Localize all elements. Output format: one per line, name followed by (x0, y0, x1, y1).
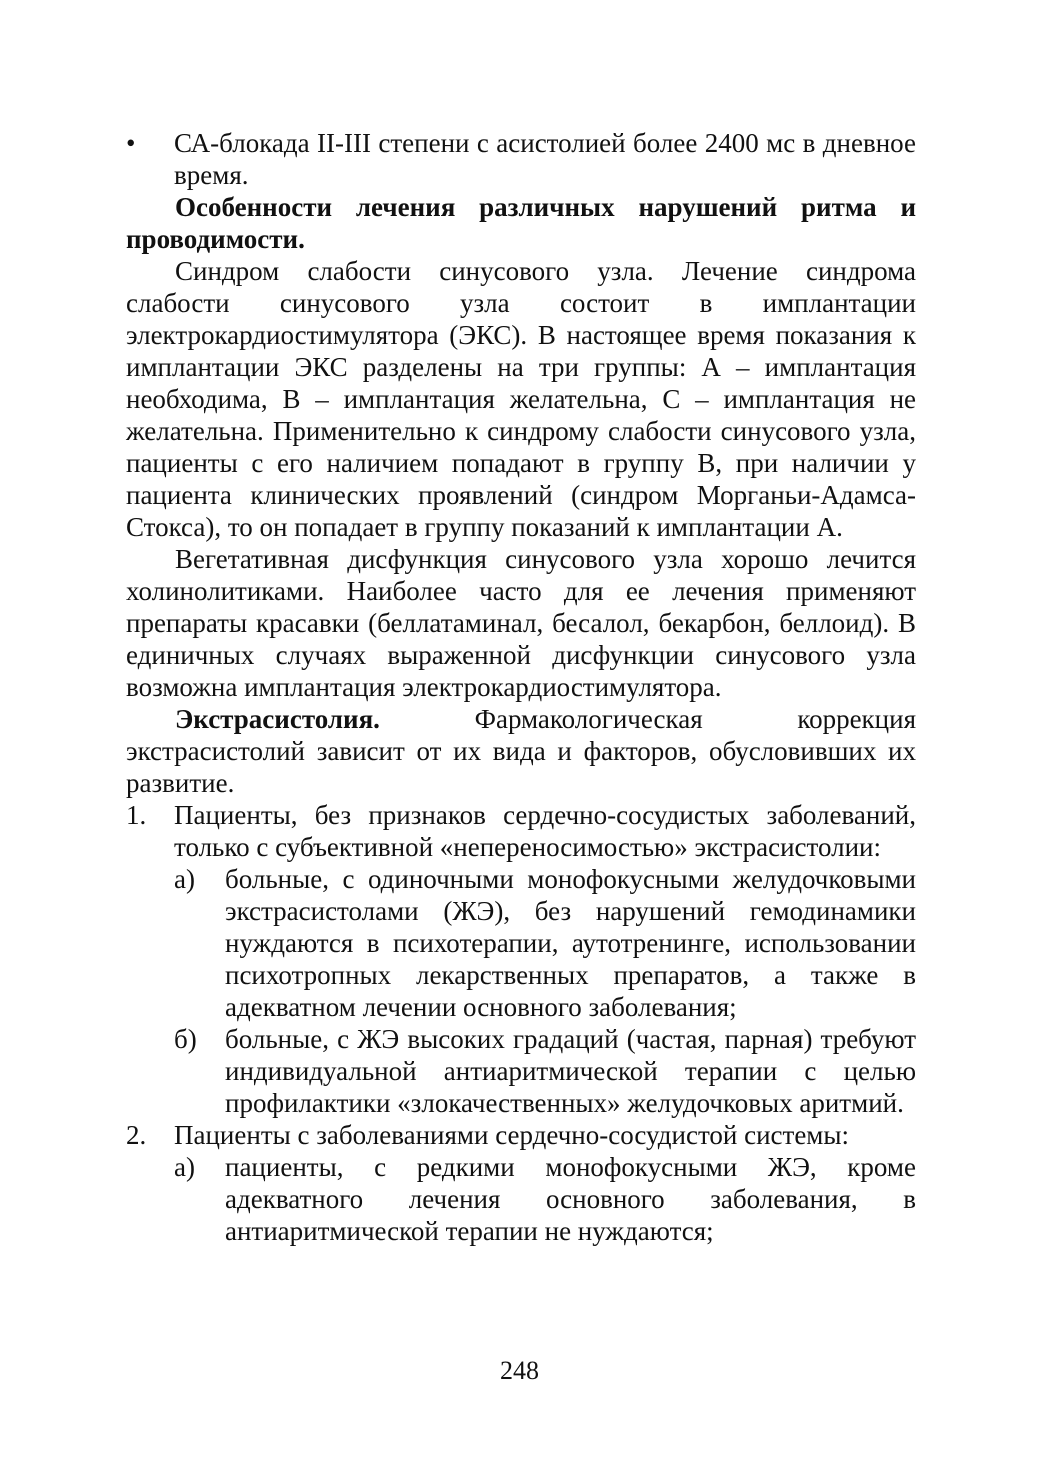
list-item-text: Пациенты, без признаков сердечно-сосудистых заболеваний, только с субъективной «непереносимостью» экстрасистолии: (174, 800, 916, 862)
sub-list-item-marker: а) (174, 1152, 195, 1182)
bullet-marker: • (126, 128, 136, 158)
sub-list-item-text: больные, с одиночными монофокусными желудочковыми экстрасистолами (ЖЭ), без нарушений гемодинамики нуждаются в психотерапии, аутотренинге, использовании психотропных лекарственных препаратов, а также в адекватном лечении основного заболевания; (225, 864, 916, 1022)
bullet-item (126, 127, 916, 191)
sub-list-item-text: больные, с ЖЭ высоких градаций (частая, парная) требуют индивидуальной антиаритмической терапии с целью профилактики «злокачественных» желудочковых аритмий. (225, 1024, 916, 1118)
list-item (126, 799, 916, 863)
list-item-number: 2. (126, 1120, 147, 1150)
sub-list-item-marker: а) (174, 864, 195, 894)
sub-list-item (126, 863, 916, 1023)
list-item-number: 1. (126, 800, 147, 830)
sub-list-item-text: пациенты, с редкими монофокусными ЖЭ, кроме адекватного лечения основного заболевания, в антиаритмической терапии не нуждаются; (225, 1152, 916, 1246)
sub-list-item (126, 1023, 916, 1119)
page-number: 248 (500, 1356, 539, 1385)
page-body (126, 127, 916, 1247)
paragraph-sick-sinus-syndrome: Синдром слабости синусового узла. Лечение синдрома слабости синусового узла состоит в имплантации электрокардиостимулятора (ЭКС). В настоящее время показания к имплантации ЭКС разделены на три группы: А – имплантация необходима, В – имплантация желательна, С – имплантация не желательна. Применительно к синдрому слабости синусового узла, пациенты с его наличием попадают в группу В, при наличии у пациента клинических проявлений (синдром Морганьи-Адамса-Стокса), то он попадает в группу показаний к имплантации А. (126, 256, 916, 542)
paragraph-vegetative-dysfunction: Вегетативная дисфункция синусового узла хорошо лечится холинолитиками. Наиболее часто для ее лечения применяют препараты красавки (беллатаминал, бесалол, бекарбон, беллоид). В единичных случаях выраженной дисфункции синусового узла возможна имплантация электрокардиостимулятора. (126, 544, 916, 702)
extrasystole-term: Экстрасистолия. (175, 704, 380, 734)
list-item (126, 1119, 916, 1151)
section-heading: Особенности лечения различных нарушений ритма и проводимости. (126, 192, 916, 254)
sub-list-item (126, 1151, 916, 1247)
extrasystole-text: Фармакологическая коррекция экстрасистолий зависит от их вида и факторов, обусловивших их развитие. (126, 704, 916, 798)
bullet-text: СА-блокада II-III степени с асистолией более 2400 мс в дневное время. (174, 128, 916, 190)
paragraph-extrasystole (126, 703, 916, 799)
list-item-text: Пациенты с заболеваниями сердечно-сосудистой системы: (174, 1120, 850, 1150)
sub-list-item-marker: б) (174, 1024, 197, 1054)
